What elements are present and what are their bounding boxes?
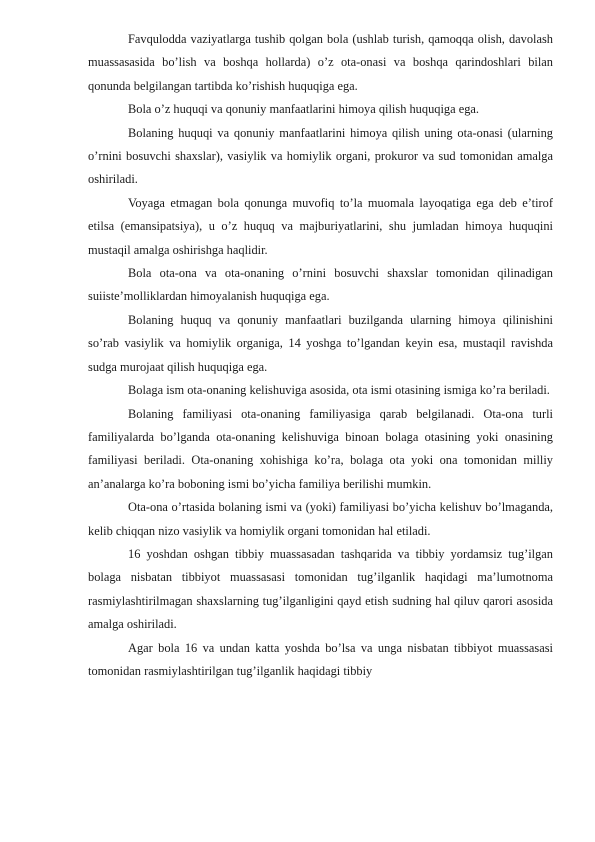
paragraph: Bola o’z huquqi va qonuniy manfaatlarini himoya qilish huquqiga ega. bbox=[128, 102, 479, 117]
paragraph: Bola ota-ona va ota-onaning o’rnini bosuvchi shaxslar tomonidan qilinadigan suiiste’molliklardan himoyalanish huquqiga ega. bbox=[88, 266, 553, 304]
paragraph: Favqulodda vaziyatlarga tushib qolgan bola (ushlab turish, qamoqqa olish, davolash muassasasida bo’lish va boshqa hollarda) o’z ota-onasi va boshqa qarindoshlari bilan qonunda belgilangan tartibda ko’rishish huquqiga ega. bbox=[88, 32, 553, 93]
document-body bbox=[88, 28, 553, 683]
paragraph: Voyaga etmagan bola qonunga muvofiq to’la muomala layoqatiga ega deb e’tirof etilsa (emansipatsiya), u o’z huquq va majburiyatlarini, shu jumladan himoya huquqini mustaqil amalga oshirishga haqlidir. bbox=[88, 195, 553, 257]
paragraph: Bolaning familiyasi ota-onaning familiyasiga qarab belgilanadi. Ota-ona turli familiyalarda bo’lganda ota-onaning kelishuviga binoan bolaga otasining yoki onasining familiyasi beriladi. Ota-onaning xohishiga ko’ra, bolaga ota yoki ona tomonidan milliy an’analarga ko’ra boboning ismi bo’yicha familiya berilishi mumkin. bbox=[88, 406, 553, 491]
paragraph: Bolaning huquq va qonuniy manfaatlari buzilganda ularning himoya qilinishini so’rab vasiylik va homiylik organiga, 14 yoshga to’lgandan keyin esa, mustaqil ravishda sudga murojaat qilish huquqiga ega. bbox=[88, 312, 553, 374]
paragraph: Bolaga ism ota-onaning kelishuviga asosida, ota ismi otasining ismiga ko’ra beriladi. bbox=[128, 383, 550, 398]
paragraph: Ota-ona o’rtasida bolaning ismi va (yoki) familiyasi bo’yicha kelishuv bo’lmaganda, kelib chiqqan nizo vasiylik va homiylik organi tomonidan hal etiladi. bbox=[88, 500, 553, 538]
paragraph: 16 yoshdan oshgan tibbiy muassasadan tashqarida va tibbiy yordamsiz tug’ilgan bolaga nisbatan tibbiyot muassasasi tomonidan tug’ilganlik haqidagi ma’lumotnoma rasmiylashtirilmagan shaxslarning tug’ilganligini qayd etish sudning hal qiluv qarori asosida amalga oshiriladi. bbox=[88, 546, 553, 632]
paragraph: Bolaning huquqi va qonuniy manfaatlarini himoya qilish uning ota-onasi (ularning o’rnini bosuvchi shaxslar), vasiylik va homiylik organi, prokuror va sud tomonidan amalga oshiriladi. bbox=[88, 125, 553, 187]
paragraph: Agar bola 16 va undan katta yoshda bo’lsa va unga nisbatan tibbiyot muassasasi tomonidan rasmiylashtirilgan tug’ilganlik haqidagi tibbiy bbox=[88, 640, 553, 678]
